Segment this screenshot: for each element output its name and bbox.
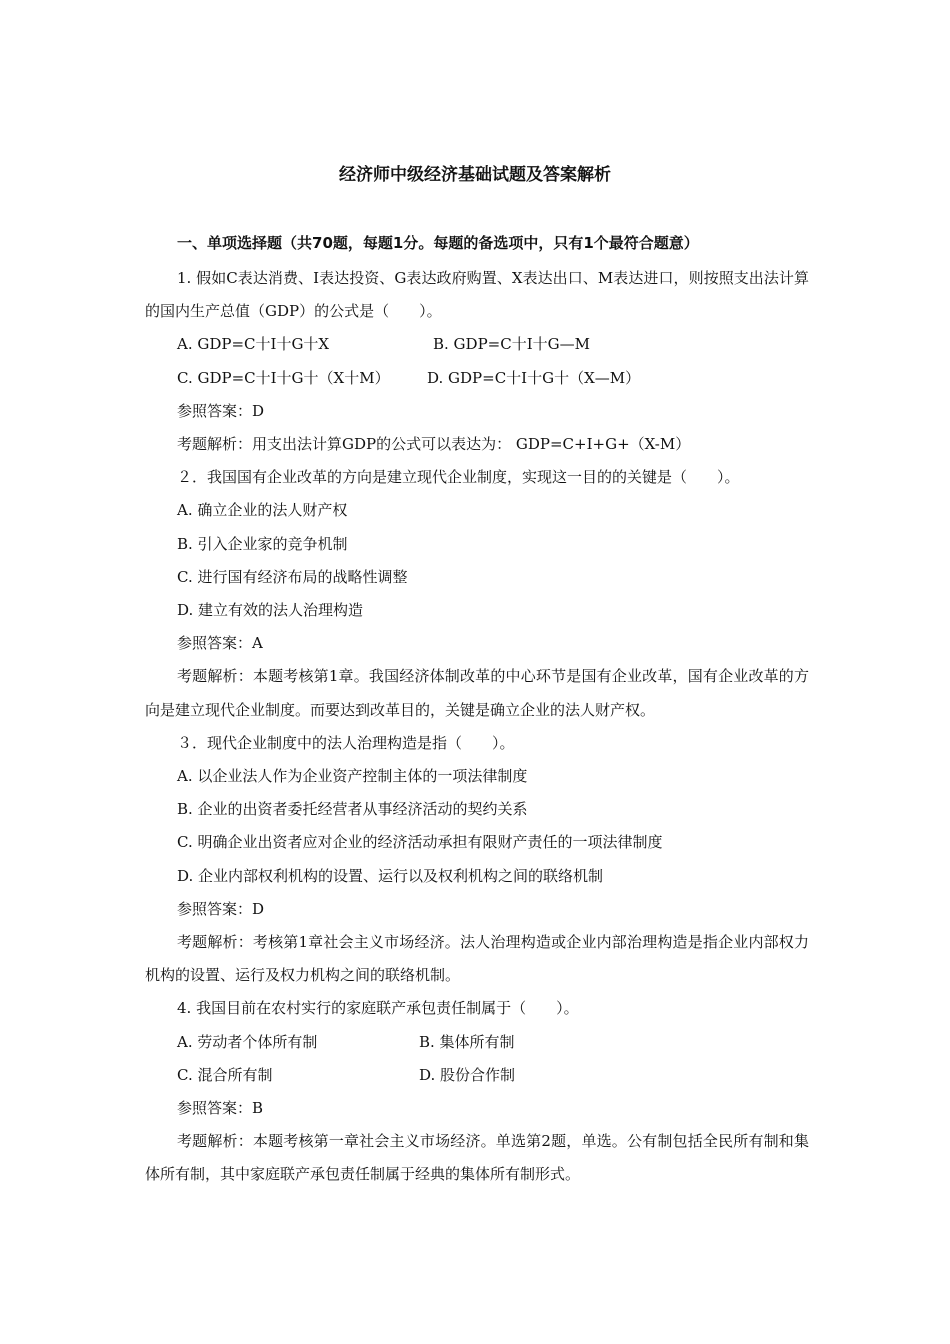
question-4-option-d: D. 股份合作制 (419, 1065, 516, 1084)
question-4-option-a: A. 劳动者个体所有制 (177, 1032, 318, 1051)
question-4-option-c: C. 混合所有制 (177, 1065, 273, 1084)
question-1-option-a: A. GDP=C十I十G十X (177, 335, 330, 354)
question-3-option-a: A. 以企业法人作为企业资产控制主体的一项法律制度 (177, 767, 528, 786)
question-3-option-c: C. 明确企业出资者应对企业的经济活动承担有限财产责任的一项法律制度 (177, 833, 663, 852)
question-1-stem: 1. 假如C表达消费、I表达投资、G表达政府购置、X表达出口、M表达进口，则按照支出法计算的国内生产总值（GDP）的公式是（ ）。 (145, 269, 809, 321)
question-2-option-b: B. 引入企业家的竞争机制 (177, 534, 348, 553)
question-1-option-c: C. GDP=C十I十G十（X十M） (177, 368, 390, 387)
question-1-options-ab (145, 328, 809, 361)
question-1-options-cd (145, 362, 809, 395)
question-3-analysis: 考题解析：考核第1章社会主义市场经济。法人治理构造或企业内部治理构造是指企业内部权力机构的设置、运行及权力机构之间的联络机制。 (145, 933, 809, 985)
question-2-option-a: A. 确立企业的法人财产权 (177, 501, 348, 520)
question-2-analysis: 考题解析：本题考核第1章。我国经济体制改革的中心环节是国有企业改革，国有企业改革的方向是建立现代企业制度。而要达到改革目的，关键是确立企业的法人财产权。 (145, 667, 809, 719)
document-title: 经济师中级经济基础试题及答案解析 (339, 165, 611, 185)
question-2-stem: ２．我国国有企业改革的方向是建立现代企业制度，实现这一目的的关键是（ ）。 (177, 468, 740, 487)
question-3-option-d: D. 企业内部权利机构的设置、运行以及权利机构之间的联络机制 (177, 866, 604, 885)
question-3-answer: 参照答案：D (177, 899, 265, 918)
question-4-analysis: 考题解析：本题考核第一章社会主义市场经济。单选第2题，单选。公有制包括全民所有制和集体所有制，其中家庭联产承包责任制属于经典的集体所有制形式。 (145, 1132, 809, 1184)
question-1-option-b: B. GDP=C十I十G—M (433, 335, 590, 354)
question-2-option-d: D. 建立有效的法人治理构造 (177, 601, 364, 620)
section-heading: 一、单项选择题（共70题，每题1分。每题的备选项中，只有1个最符合题意） (177, 234, 699, 252)
question-4-options-ab (145, 1026, 809, 1059)
question-1-answer: 参照答案：D (177, 401, 265, 420)
document-body (145, 262, 809, 1192)
question-2-answer: 参照答案：A (177, 634, 263, 653)
question-4-stem: 4. 我国目前在农村实行的家庭联产承包责任制属于（ ）。 (177, 999, 579, 1018)
question-4-option-b: B. 集体所有制 (419, 1032, 515, 1051)
question-3-option-b: B. 企业的出资者委托经营者从事经济活动的契约关系 (177, 800, 528, 819)
question-4-options-cd (145, 1059, 809, 1092)
question-3-stem: ３．现代企业制度中的法人治理构造是指（ ）。 (177, 733, 515, 752)
question-1-option-d: D. GDP=C十I十G十（X—M） (427, 368, 641, 387)
question-2-option-c: C. 进行国有经济布局的战略性调整 (177, 567, 408, 586)
question-1-analysis: 考题解析：用支出法计算GDP的公式可以表达为： GDP=C+I+G+（X-M） (177, 435, 691, 454)
question-4-answer: 参照答案：B (177, 1099, 264, 1118)
